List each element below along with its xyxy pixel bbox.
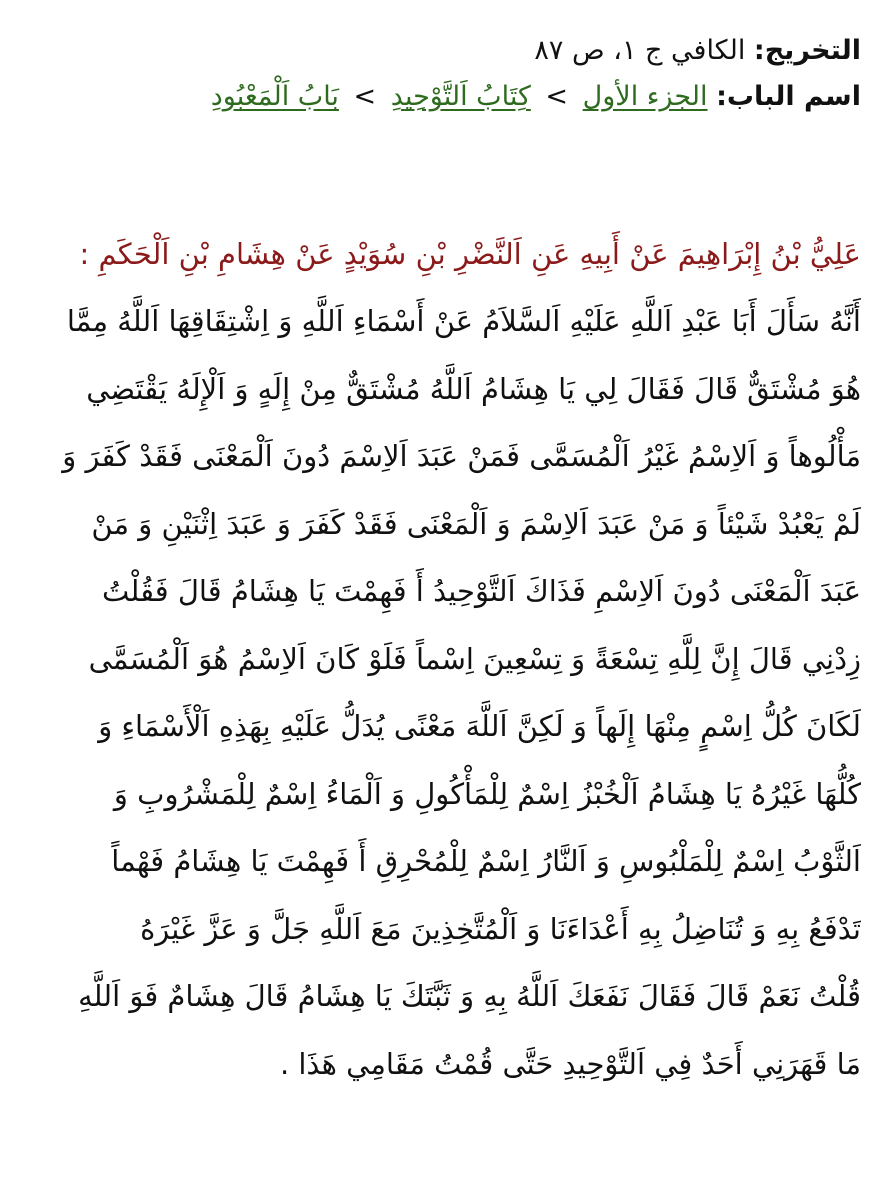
hadith-line: لَمْ يَعْبُدْ شَيْئاً وَ مَنْ عَبَدَ اَلاِسْمَ وَ اَلْمَعْنَى فَقَدْ كَفَرَ وَ عَبَدَ اِثْنَيْنِ وَ مَنْ bbox=[91, 506, 861, 541]
hadith-line: لَكَانَ كُلُّ اِسْمٍ مِنْهَا إِلَهاً وَ لَكِنَّ اَللَّهَ مَعْنًى يُدَلُّ عَلَيْهِ بِهَذِهِ اَلْأَسْمَاءِ وَ bbox=[98, 709, 861, 743]
hadith-line: مَأْلُوهاً وَ اَلاِسْمُ غَيْرُ اَلْمُسَمَّى فَمَنْ عَبَدَ اَلاِسْمَ دُونَ اَلْمَعْنَى فَقَدْ كَفَرَ وَ bbox=[62, 439, 861, 473]
hadith-line: هُوَ مُشْتَقٌّ قَالَ فَقَالَ لِي يَا هِشَامُ اَللَّهُ مُشْتَقٌّ مِنْ إِلَهٍ وَ اَلْإِلَهُ يَقْتَضِي bbox=[86, 371, 861, 406]
hadith-text bbox=[24, 288, 861, 1098]
chapter-label: اسم الباب: bbox=[716, 81, 861, 112]
source-label: التخريج: bbox=[753, 35, 861, 66]
hadith-line: تَدْفَعُ بِهِ وَ تُنَاضِلُ بِهِ أَعْدَاءَنَا وَ اَلْمُتَّخِذِينَ مَعَ اَللَّهِ جَلَّ وَ عَزَّ غَيْرَهُ bbox=[140, 911, 861, 946]
hadith-line: مَا قَهَرَنِي أَحَدٌ فِي اَلتَّوْحِيدِ حَتَّى قُمْتُ مَقَامِي هَذَا . bbox=[279, 1046, 861, 1081]
hadith-line: قُلْتُ نَعَمْ قَالَ فَقَالَ نَفَعَكَ اَللَّهُ بِهِ وَ ثَبَّتَكَ يَا هِشَامُ قَالَ هِشَامٌ فَوَ اَللَّهِ bbox=[78, 979, 861, 1013]
hadith-line: أَنَّهُ سَأَلَ أَبَا عَبْدِ اَللَّهِ عَلَيْهِ اَلسَّلاَمُ عَنْ أَسْمَاءِ اَللَّهِ وَ اِشْتِقَاقِهَا اَللَّهُ مِمَّا bbox=[66, 304, 861, 338]
breadcrumb-link-volume[interactable]: الجزء الأول bbox=[582, 81, 708, 112]
breadcrumb-link-book[interactable]: كِتَابُ اَلتَّوْحِيدِ bbox=[390, 81, 531, 112]
source-value: الكافي ج ١، ص ٨٧ bbox=[534, 35, 746, 66]
breadcrumb bbox=[24, 74, 861, 120]
breadcrumb-separator: > bbox=[545, 81, 569, 112]
spacer bbox=[24, 120, 861, 220]
hadith-line: كُلُّهَا غَيْرُهُ يَا هِشَامُ اَلْخُبْزُ اِسْمٌ لِلْمَأْكُولِ وَ اَلْمَاءُ اِسْمٌ لِلْمَشْرُوبِ وَ bbox=[113, 776, 861, 811]
breadcrumb-separator: > bbox=[353, 81, 377, 112]
hadith-line: زِدْنِي قَالَ إِنَّ لِلَّهِ تِسْعَةً وَ تِسْعِينَ اِسْماً فَلَوْ كَانَ اَلاِسْمُ هُوَ اَلْمُسَمَّى bbox=[88, 641, 861, 676]
breadcrumb-link-chapter[interactable]: بَابُ اَلْمَعْبُودِ bbox=[210, 81, 339, 112]
narrator-chain: عَلِيُّ بْنُ إِبْرَاهِيمَ عَنْ أَبِيهِ عَنِ اَلنَّضْرِ بْنِ سُوَيْدٍ عَنْ هِشَامِ بْنِ اَلْحَكَمِ : bbox=[79, 237, 861, 271]
source-line bbox=[24, 28, 861, 74]
hadith-line: عَبَدَ اَلْمَعْنَى دُونَ اَلاِسْمِ فَذَاكَ اَلتَّوْحِيدُ أَ فَهِمْتَ يَا هِشَامُ قَالَ فَقُلْتُ bbox=[102, 574, 861, 608]
hadith-line: اَلثَّوْبُ اِسْمٌ لِلْمَلْبُوسِ وَ اَلنَّارُ اِسْمٌ لِلْمُحْرِقِ أَ فَهِمْتَ يَا هِشَامُ فَهْماً bbox=[111, 844, 861, 878]
